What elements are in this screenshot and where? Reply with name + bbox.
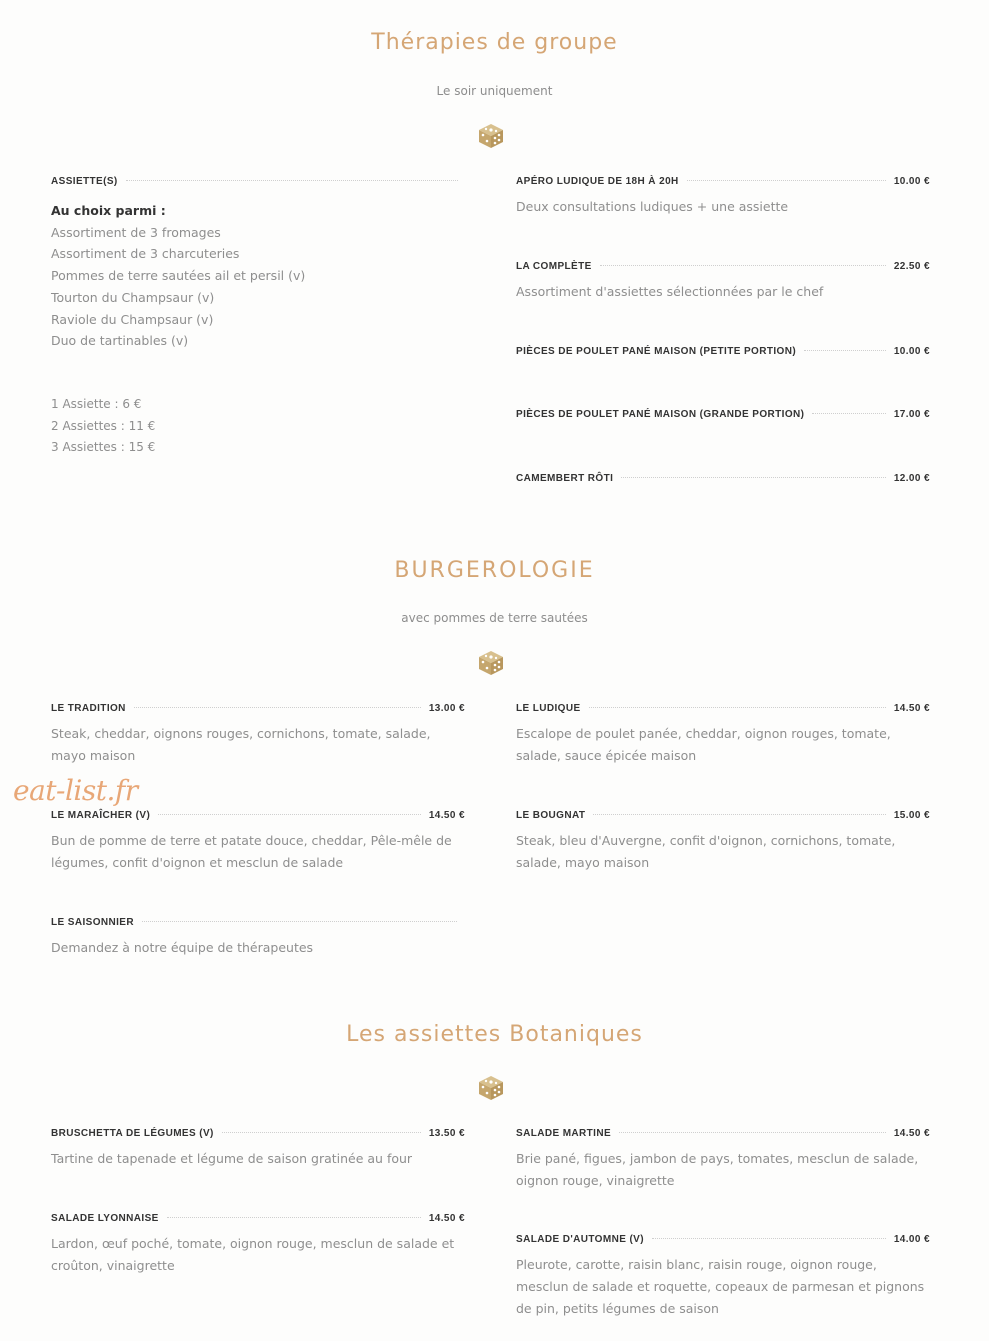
menu-item <box>516 346 930 357</box>
item-name: LE TRADITION <box>51 703 126 714</box>
item-name: SALADE LYONNAISE <box>51 1213 159 1224</box>
choices-lead: Au choix parmi : <box>51 203 166 218</box>
dotted-leader <box>804 350 886 351</box>
item-price: 14.00 € <box>893 1234 930 1245</box>
item-name: LE LUDIQUE <box>516 703 581 714</box>
dotted-leader <box>142 921 457 922</box>
watermark-text: eat-list.fr <box>13 774 138 807</box>
dotted-leader <box>619 1132 886 1133</box>
item-name: CAMEMBERT RÔTI <box>516 473 614 484</box>
assiette-choices <box>51 200 305 352</box>
menu-item <box>516 810 930 874</box>
choice-item: Assortiment de 3 charcuteries <box>51 246 240 262</box>
menu-item <box>516 473 930 484</box>
item-price: 14.50 € <box>428 1213 465 1224</box>
item-description: Demandez à notre équipe de thérapeutes <box>51 940 314 955</box>
dotted-leader <box>687 180 886 181</box>
section-subtitle-therapies: Le soir uniquement <box>436 84 553 98</box>
menu-item <box>51 810 465 874</box>
item-price: 13.50 € <box>428 1128 465 1139</box>
dotted-leader <box>593 814 885 815</box>
price-line: 1 Assiette : 6 € <box>51 397 142 411</box>
item-description: Bun de pomme de terre et patate douce, cheddar, Pêle-mêle de légumes, confit d'oignon et mesclun de salade <box>51 833 452 870</box>
dotted-leader <box>652 1238 886 1239</box>
item-name: APÉRO LUDIQUE DE 18H À 20H <box>516 176 679 187</box>
item-price: 22.50 € <box>893 261 930 272</box>
choice-item: Raviole du Champsaur (v) <box>51 311 214 327</box>
item-description: Tartine de tapenade et légume de saison gratinée au four <box>51 1151 413 1166</box>
choice-item: Pommes de terre sautées ail et persil (v) <box>51 268 306 284</box>
menu-item <box>516 703 930 767</box>
menu-item <box>51 1128 465 1170</box>
dotted-leader <box>126 180 458 181</box>
dotted-leader <box>812 413 885 414</box>
item-price: 10.00 € <box>893 346 930 357</box>
item-name: LE SAISONNIER <box>51 917 134 928</box>
item-description: Assortiment d'assiettes sélectionnées par le chef <box>516 284 824 299</box>
dotted-leader <box>222 1132 421 1133</box>
item-name: BRUSCHETTA DE LÉGUMES (V) <box>51 1128 214 1139</box>
menu-item <box>516 1234 930 1320</box>
choice-item: Duo de tartinables (v) <box>51 333 189 349</box>
menu-item <box>516 261 930 303</box>
dice-icon <box>477 649 505 677</box>
item-description: Escalope de poulet panée, cheddar, oignon rouges, tomate, salade, sauce épicée maison <box>516 726 891 763</box>
item-name: SALADE MARTINE <box>516 1128 612 1139</box>
item-price: 15.00 € <box>893 810 930 821</box>
item-name: LE MARAÎCHER (V) <box>51 810 151 821</box>
dice-icon <box>477 122 505 150</box>
assiette-prices <box>51 394 155 459</box>
menu-item <box>516 176 930 218</box>
item-price: 14.50 € <box>428 810 465 821</box>
item-name: ASSIETTE(S) <box>51 176 118 187</box>
choice-item: Tourton du Champsaur (v) <box>51 289 215 305</box>
menu-item <box>516 409 930 420</box>
dotted-leader <box>589 707 886 708</box>
item-description: Pleurote, carotte, raisin blanc, raisin rouge, oignon rouge, mesclun de salade et roquette, copeaux de parmesan et pignons de pin, petits légumes de saison <box>516 1257 925 1316</box>
item-description: Steak, bleu d'Auvergne, confit d'oignon, cornichons, tomate, salade, mayo maison <box>516 833 896 870</box>
item-price: 10.00 € <box>893 176 930 187</box>
section-title-burgers: BURGEROLOGIE <box>394 558 595 583</box>
item-description: Brie pané, figues, jambon de pays, tomates, mesclun de salade, oignon rouge, vinaigrette <box>516 1151 919 1188</box>
item-description: Deux consultations ludiques + une assiette <box>516 199 789 214</box>
menu-item <box>51 917 465 959</box>
choice-item: Assortiment de 3 fromages <box>51 224 221 240</box>
dotted-leader <box>167 1217 421 1218</box>
menu-item <box>51 703 465 767</box>
section-title-therapies: Thérapies de groupe <box>371 30 618 55</box>
item-price: 14.50 € <box>893 703 930 714</box>
dotted-leader <box>621 477 886 478</box>
item-name: PIÈCES DE POULET PANÉ MAISON (PETITE PORTION) <box>516 346 797 357</box>
dotted-leader <box>134 707 421 708</box>
dotted-leader <box>600 265 886 266</box>
item-price: 12.00 € <box>893 473 930 484</box>
item-name: LE BOUGNAT <box>516 810 586 821</box>
menu-item-assiettes <box>51 176 466 187</box>
item-name: LA COMPLÈTE <box>516 261 592 272</box>
item-name: SALADE D'AUTOMNE (V) <box>516 1234 644 1245</box>
item-price: 13.00 € <box>428 703 465 714</box>
section-subtitle-burgers: avec pommes de terre sautées <box>401 611 588 625</box>
price-line: 3 Assiettes : 15 € <box>51 440 156 455</box>
dotted-leader <box>158 814 421 815</box>
item-description: Lardon, œuf poché, tomate, oignon rouge, mesclun de salade et croûton, vinaigrette <box>51 1236 455 1273</box>
menu-item <box>51 1213 465 1277</box>
item-description: Steak, cheddar, oignons rouges, cornichons, tomate, salade, mayo maison <box>51 726 431 763</box>
menu-item <box>516 1128 930 1192</box>
item-price: 14.50 € <box>893 1128 930 1139</box>
price-line: 2 Assiettes : 11 € <box>51 418 156 433</box>
item-price: 17.00 € <box>893 409 930 420</box>
dice-icon <box>477 1074 505 1102</box>
item-name: PIÈCES DE POULET PANÉ MAISON (GRANDE PORTION) <box>516 409 805 420</box>
section-title-botaniques: Les assiettes Botaniques <box>346 1022 643 1047</box>
